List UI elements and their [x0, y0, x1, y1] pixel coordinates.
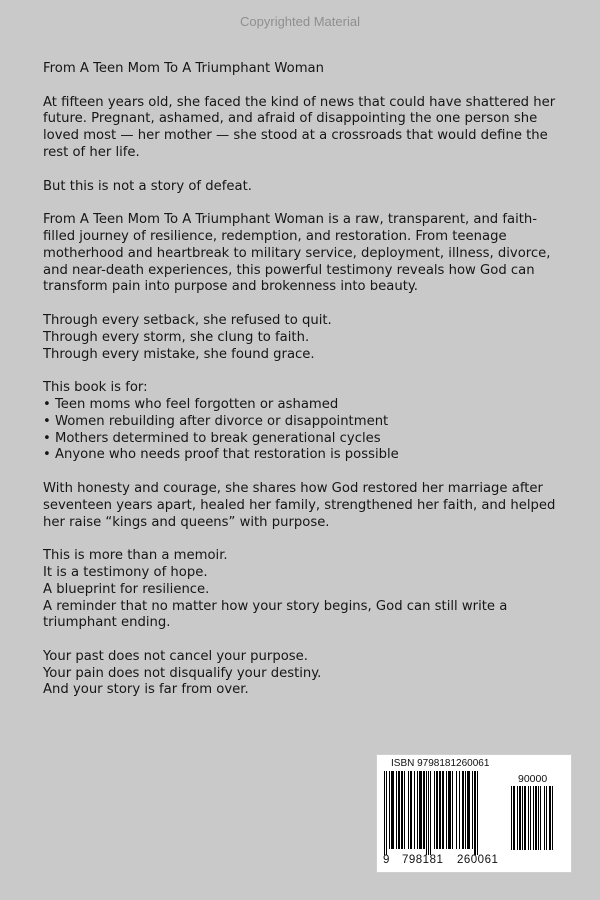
- barcode-stripe: [544, 786, 545, 850]
- barcode-stripe: [459, 771, 460, 849]
- barcode-stripe: [511, 786, 512, 850]
- barcode-stripe: [436, 771, 438, 849]
- memoir-line: This is more than a memoir.: [43, 548, 228, 564]
- barcode-stripe: [546, 786, 547, 850]
- barcode-stripe: [528, 786, 529, 850]
- barcode-stripe: [414, 771, 415, 849]
- honesty-paragraph: With honesty and courage, she shares how God restored her marriage after seventeen years apart, healed her family, strengthened her faith, and helped her raise “kings and queens” with purpose.: [43, 480, 556, 530]
- barcode-stripe: [384, 771, 385, 855]
- barcode-digit-group-1: 798181: [402, 854, 444, 866]
- memoir-lines: [43, 548, 563, 632]
- isbn-barcode: [376, 754, 572, 873]
- audience-item: • Women rebuilding after divorce or disappointment: [43, 413, 389, 429]
- barcode-stripe: [462, 771, 464, 849]
- barcode-stripe: [417, 771, 418, 849]
- back-cover-description: [43, 61, 563, 716]
- barcode-stripe: [456, 771, 457, 849]
- barcode-stripe: [423, 771, 425, 849]
- barcode-digit-lead: 9: [383, 854, 390, 866]
- barcode-digit-group-2: 260061: [457, 854, 499, 866]
- barcode-stripe: [452, 771, 453, 849]
- barcode-stripe: [428, 771, 429, 855]
- closing-line: Your pain does not disqualify your destiny.: [43, 665, 322, 681]
- addon-barcode-bars-icon: [511, 786, 565, 855]
- through-lines: [43, 313, 563, 363]
- barcode-stripe: [477, 771, 478, 855]
- barcode-stripe: [540, 786, 541, 850]
- barcode-stripe: [519, 786, 521, 850]
- barcode-stripe: [530, 786, 531, 850]
- barcode-stripe: [434, 771, 435, 849]
- through-line: Through every mistake, she found grace.: [43, 346, 315, 362]
- memoir-line: A reminder that no matter how your story begins, God can still write a triumphant ending.: [43, 598, 508, 631]
- barcode-stripe: [442, 771, 444, 849]
- closing-lines: [43, 649, 563, 699]
- barcode-stripe: [389, 771, 390, 849]
- barcode-stripe: [401, 771, 403, 849]
- barcode-stripe: [538, 786, 539, 850]
- barcode-stripe: [426, 771, 427, 855]
- audience-item: • Mothers determined to break generational cycles: [43, 430, 381, 446]
- not-defeat-line: But this is not a story of defeat.: [43, 178, 252, 194]
- intro-paragraph: At fifteen years old, she faced the kind of news that could have shattered her future. Pregnant, ashamed, and afraid of disappointing the one person she loved most — her mother — she stood at a crossroads that would define the rest of her life.: [43, 94, 556, 160]
- barcode-stripe: [386, 771, 387, 855]
- through-line: Through every setback, she refused to quit.: [43, 312, 332, 328]
- closing-line: Your past does not cancel your purpose.: [43, 648, 308, 664]
- audience-item: • Teen moms who feel forgotten or ashamed: [43, 396, 339, 412]
- barcode-stripe: [448, 771, 451, 849]
- audience-heading: This book is for:: [43, 380, 148, 396]
- barcode-stripe: [522, 786, 523, 850]
- barcode-stripe: [535, 786, 537, 850]
- barcode-stripe: [517, 786, 518, 850]
- title-line: From A Teen Mom To A Triumphant Woman: [43, 61, 324, 76]
- barcode-stripe: [533, 786, 534, 850]
- barcode-bars-icon: [384, 771, 508, 855]
- barcode-stripe: [410, 771, 412, 849]
- barcode-stripe: [474, 771, 476, 855]
- isbn-label: ISBN 9798181260061: [391, 758, 490, 769]
- barcode-stripe: [408, 771, 409, 849]
- audience-item: • Anyone who needs proof that restoration is possible: [43, 447, 399, 463]
- audience-list: [43, 380, 563, 464]
- memoir-line: A blueprint for resilience.: [43, 581, 210, 597]
- barcode-stripe: [467, 771, 470, 849]
- barcode-stripe: [430, 771, 431, 855]
- barcode-stripe: [549, 786, 551, 850]
- copyright-watermark: Copyrighted Material: [240, 14, 360, 29]
- barcode-stripe: [513, 786, 515, 850]
- summary-paragraph: From A Teen Mom To A Triumphant Woman is a raw, transparent, and faith-filled journey of resilience, redemption, and restoration. From teenage motherhood and heartbreak to military service, deployment, illness, divorce, and near-death experiences, this powerful testimony reveals how God can transform pain into purpose and brokenness into beauty.: [43, 212, 551, 295]
- barcode-stripe: [524, 786, 526, 850]
- barcode-stripe: [398, 771, 400, 849]
- barcode-stripe: [404, 771, 405, 849]
- through-line: Through every storm, she clung to faith.: [43, 329, 310, 345]
- barcode-stripe: [439, 771, 441, 849]
- barcode-stripe: [419, 771, 422, 849]
- barcode-stripe: [396, 771, 397, 849]
- memoir-line: It is a testimony of hope.: [43, 564, 208, 580]
- barcode-stripe: [446, 771, 447, 849]
- price-code: 90000: [518, 773, 548, 785]
- barcode-stripe: [465, 771, 466, 849]
- barcode-stripe: [472, 771, 473, 849]
- barcode-stripe: [552, 786, 553, 850]
- closing-line: And your story is far from over.: [43, 682, 249, 698]
- barcode-stripe: [391, 771, 394, 849]
